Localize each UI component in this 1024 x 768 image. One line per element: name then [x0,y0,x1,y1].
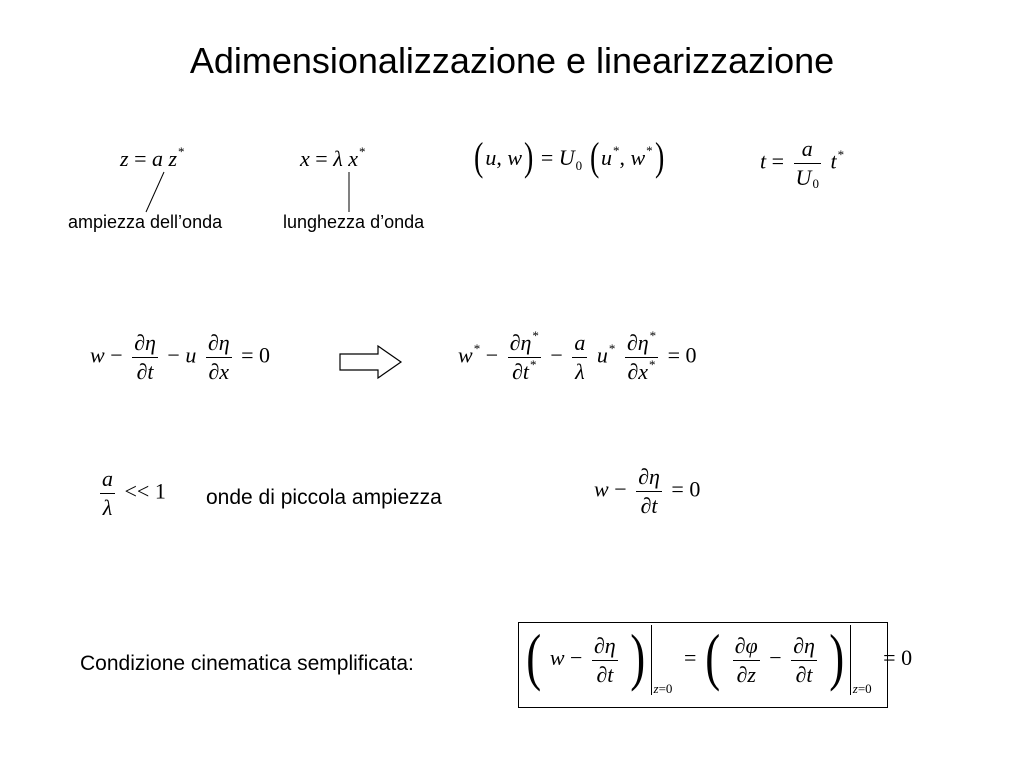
eq-x-scaling: x = λ x* [300,144,366,171]
label-wavelength: lunghezza d’onda [283,212,425,232]
eq-small-ratio: $\frac{a}{\lambda}$ << 1 [102,466,166,520]
label-kinematic-condition: Condizione cinematica semplificata: [80,652,414,675]
eq-kinematic-dimensional: w − $\frac{\partial\eta}{\partial t}$ − u $\frac{\partial\eta}{\partial x}$ = 0 [90,330,271,384]
arrow-right-icon [338,344,404,380]
eq-time-scaling: t = $\frac{a}{U0}$ t* [760,136,845,191]
eq-z-scaling: z = a z* [120,144,185,171]
eq-velocity-scaling: (u, $w) = U_0$ (u*, w*) [473,134,665,179]
label-small-waves: onde di piccola ampiezza [206,486,442,509]
pointer-line-amplitude [140,170,170,215]
pointer-line-wavelength [340,170,360,215]
slide-title: Adimensionalizzazione e linearizzazione [189,40,835,81]
label-wave-amplitude: ampiezza dell’onda [68,212,223,232]
eq-kinematic-dimensionless: w* − $\frac{\partial\eta^*}{\partial t^*}$ − $\frac{a}{\lambda}$ u* $\frac{\partial\eta^*}{\partial x^*}$ = 0 [458,328,697,384]
eq-linearized: w − $\frac{\partial\eta}{\partial t}$ = 0 [594,464,701,518]
eq-kinematic-simplified-box: ( w − $\frac{\partial\eta}{\partial t}$ ) $_{z=0}$ = ( $\frac{\partial\varphi}{\partial z}$ − $\frac{\partial\eta}{\partial t}$ ) $_{z=0}$ = 0 [518,622,888,708]
